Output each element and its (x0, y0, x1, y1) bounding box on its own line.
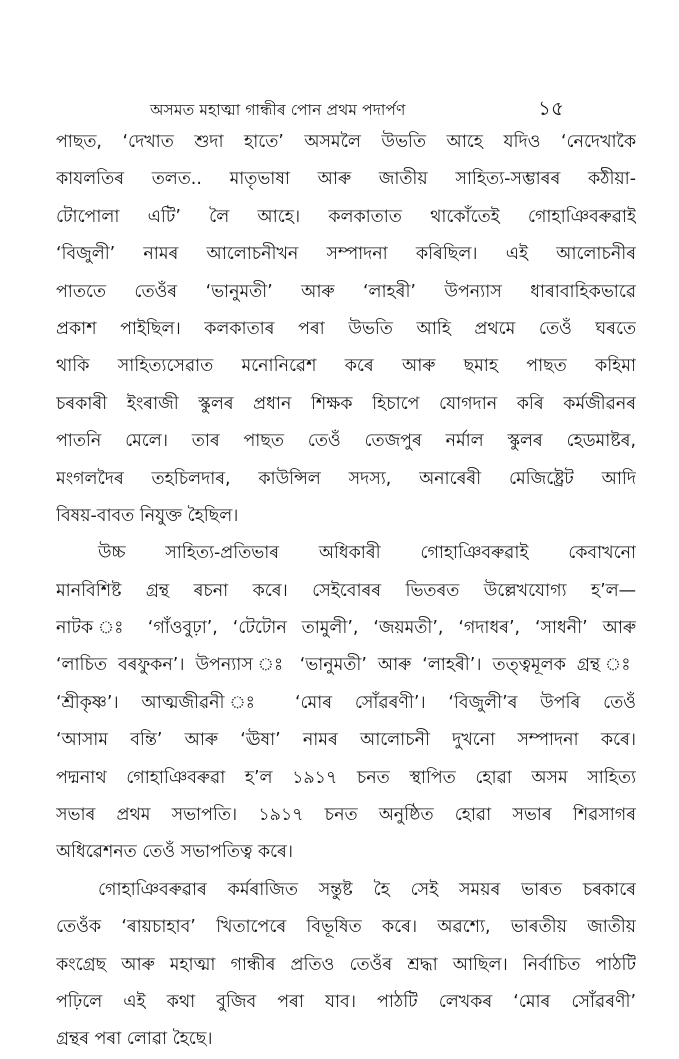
text-line: টোপোলা এটি’ লৈ আহে। কলকাতাত থাকোঁতেই গোহাঞিবৰুৱাই (56, 206, 636, 227)
text-line: ‘আসাম বন্তি’ আৰু ‘ঊষা’ নামৰ আলোচনী দুখনো সম্পাদনা কৰে। (56, 730, 636, 751)
text-line: পাততে তেওঁৰ ‘ভানুমতী’ আৰু ‘লাহৰী’ উপন্যাস ধাৰাবাহিকভাৱে (56, 281, 636, 302)
text-line: মংগলদৈৰ তহচিলদাৰ, কাউন্সিল সদস্য, অনাৰেৰী মেজিষ্ট্ৰেট আদি (56, 468, 636, 489)
text-line: পাছত, ‘দেখাত শুদা হাতে’ অসমলৈ উভতি আহে যদিও ‘নেদেখাকৈ (56, 132, 636, 152)
text-line: মানবিশিষ্ট গ্ৰন্থ ৰচনা কৰে। সেইবোৰৰ ভিতৰত উল্লেখযোগ্য হ’ল— (56, 580, 636, 601)
text-line: ‘শ্ৰীকৃষ্ণ’। আত্মজীৱনী ঃ ‘মোৰ সোঁৱৰণী’। ‘বিজুলী’ৰ উপৰি তেওঁ (56, 692, 636, 713)
text-line: গ্ৰন্থৰ পৰা লোৱা হৈছে। (56, 1029, 213, 1050)
page-number: ১৫ (538, 96, 564, 120)
text-line: চৰকাৰী ইংৰাজী স্কুলৰ প্ৰধান শিক্ষক হিচাপে যোগদান কৰি কৰ্মজীৱনৰ (56, 393, 636, 414)
paragraph-3 (56, 872, 636, 1059)
body-text (56, 124, 636, 1059)
text-line: অধিৱেশনত তেওঁ সভাপতিত্ব কৰে। (56, 842, 294, 863)
text-line: থাকি সাহিত্যসেৱাত মনোনিৱেশ কৰে আৰু ছমাহ পাছত কহিমা (56, 356, 636, 377)
text-line: পদ্মনাথ গোহাঞিবৰুৱা হ’ল ১৯১৭ চনত স্থাপিত হোৱা অসম সাহিত্য (56, 767, 636, 788)
text-line: উচ্চ সাহিত্য-প্ৰতিভাৰ অধিকাৰী গোহাঞিবৰুৱাই কেবাখনো (98, 543, 636, 564)
text-line: পাতনি মেলে। তাৰ পাছত তেওঁ তেজপুৰ নৰ্মাল স্কুলৰ হেডমাষ্টৰ, (56, 431, 636, 452)
text-line: ‘বিজুলী’ নামৰ আলোচনীখন সম্পাদনা কৰিছিল। এই আলোচনীৰ (56, 244, 636, 265)
text-line: তেওঁক ‘ৰায়চাহাব’ খিতাপেৰে বিভূষিত কৰে। অৱশ্যে, ভাৰতীয় জাতীয় (56, 917, 636, 938)
text-line: প্ৰকাশ পাইছিল। কলকাতাৰ পৰা উভতি আহি প্ৰথমে তেওঁ ঘৰতে (56, 318, 636, 339)
paragraph-1 (56, 124, 636, 535)
text-line: নাটক ঃ ‘গাঁওবুঢ়া’, ‘টেটোন তামুলী’, ‘জয়মতী’, ‘গদাধৰ’, ‘সাধনী’ আৰু (56, 618, 636, 639)
text-line: বিষয়-বাবত নিযুক্ত হৈছিল। (56, 505, 239, 526)
text-line: সভাৰ প্ৰথম সভাপতি। ১৯১৭ চনত অনুষ্ঠিত হোৱা সভাৰ শিৱসাগৰ (56, 805, 636, 826)
paragraph-2 (56, 535, 636, 872)
text-line: ‘লাচিত বৰফুকন’। উপন্যাস ঃ ‘ভানুমতী’ আৰু ‘লাহৰী’। তত্ত্বমূলক গ্ৰন্থ ঃ (56, 655, 636, 676)
text-line: গোহাঞিবৰুৱাৰ কৰ্মৰাজিত সন্তুষ্ট হৈ সেই সময়ৰ ভাৰত চৰকাৰে (98, 879, 636, 900)
running-header: অসমত মহাত্মা গান্ধীৰ পোন প্ৰথম পদাৰ্পণ (150, 101, 406, 119)
text-line: কাযলতিৰ তলত.. মাতৃভাষা আৰু জাতীয় সাহিত্য-সম্ভাৰৰ কঠীয়া- (56, 169, 636, 190)
text-line: পঢ়িলে এই কথা বুজিব পৰা যাব। পাঠটি লেখকৰ ‘মোৰ সোঁৱৰণী’ (56, 991, 636, 1012)
text-line: কংগ্ৰেছ আৰু মহাত্মা গান্ধীৰ প্ৰতিও তেওঁৰ শ্ৰদ্ধা আছিল। নিৰ্বাচিত পাঠটি (56, 954, 636, 975)
